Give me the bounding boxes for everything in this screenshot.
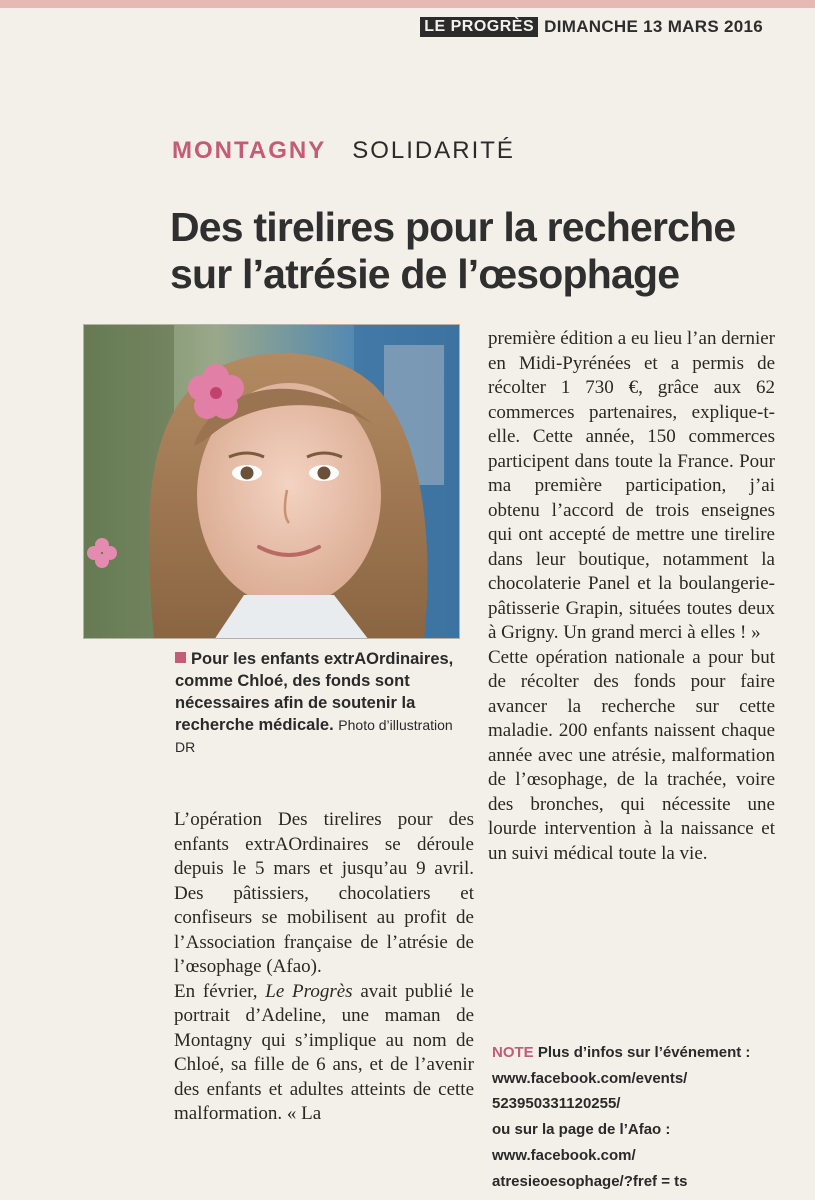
photo-caption — [175, 648, 475, 758]
events-link-line-2[interactable]: 523950331120255/ — [492, 1095, 621, 1113]
paragraph-2-start: En février, — [174, 980, 266, 1002]
info-note — [492, 1040, 782, 1194]
caption-text: Pour les enfants extrAOrdinaires, comme Chloé, des fonds sont nécessaires afin de soutenir la recherche médicale. — [175, 650, 454, 734]
article-photo — [83, 324, 460, 639]
events-link-line-1[interactable]: www.facebook.com/events/ — [492, 1069, 688, 1087]
paragraph-1: L’opération Des tirelires pour des enfants extrAOrdinaires se déroule depuis le 5 mars et jusqu’au 9 avril. Des pâtissiers, chocolatiers et confiseurs se mobilisent au profit de l’Association française de l’atrésie de l’œsophage (Afao). — [174, 809, 474, 977]
top-color-band — [0, 0, 815, 8]
note-alt-text: ou sur la page de l’Afao : — [492, 1121, 671, 1139]
newspaper-logo: LE PROGRÈS — [420, 17, 538, 37]
article-column-left — [174, 808, 474, 1127]
photo-credit: Photo d’illustration DR — [175, 717, 453, 755]
headline-line-1: Des tirelires pour la recherche — [170, 204, 736, 250]
paragraph-3: première édition a eu lieu l’an dernier en Midi-Pyrénées et a permis de récolter 1 730 €, grâce aux 62 commerces partenaires, explique-t-elle. Cette année, 150 commerces participent dans toute la France. Pour ma première participation, j’ai obtenu l’accord de trois enseignes qui ont accepté de mettre une tirelire dans leur boutique, notamment la chocolaterie Panel et la boulangerie-pâtisserie Grapin, situées toutes deux à Grigny. Un grand merci à elles ! » — [488, 328, 775, 643]
issue-date: DIMANCHE 13 MARS 2016 — [544, 17, 763, 36]
note-intro: Plus d’infos sur l’événement : — [537, 1044, 751, 1061]
section-line — [172, 137, 515, 165]
note-intro-line — [492, 1040, 782, 1066]
girl-portrait-illustration — [84, 325, 460, 639]
afao-link-line-2[interactable]: atresieoesophage/?fref = ts — [492, 1172, 688, 1190]
paragraph-2 — [174, 980, 474, 1127]
newspaper-name-italic: Le Progrès — [265, 980, 353, 1002]
paragraph-2-end: avait publié le portrait d’Adeline, une maman de Montagny qui s’implique au nom de Chloé, sa fille de 6 ans, et de l’avenir des enfants et adultes atteints de cette malformation. « La — [174, 980, 474, 1124]
headline-line-2: sur l’atrésie de l’œsophage — [170, 251, 680, 297]
note-label: NOTE — [492, 1044, 534, 1061]
newspaper-header — [420, 17, 763, 37]
article-headline — [170, 204, 790, 298]
caption-marker-icon — [175, 652, 186, 663]
section-topic: SOLIDARITÉ — [352, 137, 515, 164]
afao-link-line-1[interactable]: www.facebook.com/ — [492, 1146, 636, 1164]
section-town: MONTAGNY — [172, 137, 327, 164]
paragraph-4: Cette opération nationale a pour but de récolter des fonds pour faire avancer la recherche sur cette maladie. 200 enfants naissent chaque année avec une atrésie, malformation de l’œsophage, de la trachée, voire des bronches, qui nécessite une lourde intervention à la naissance et un suivi médical toute la vie. — [488, 646, 775, 864]
article-column-right — [488, 327, 775, 866]
